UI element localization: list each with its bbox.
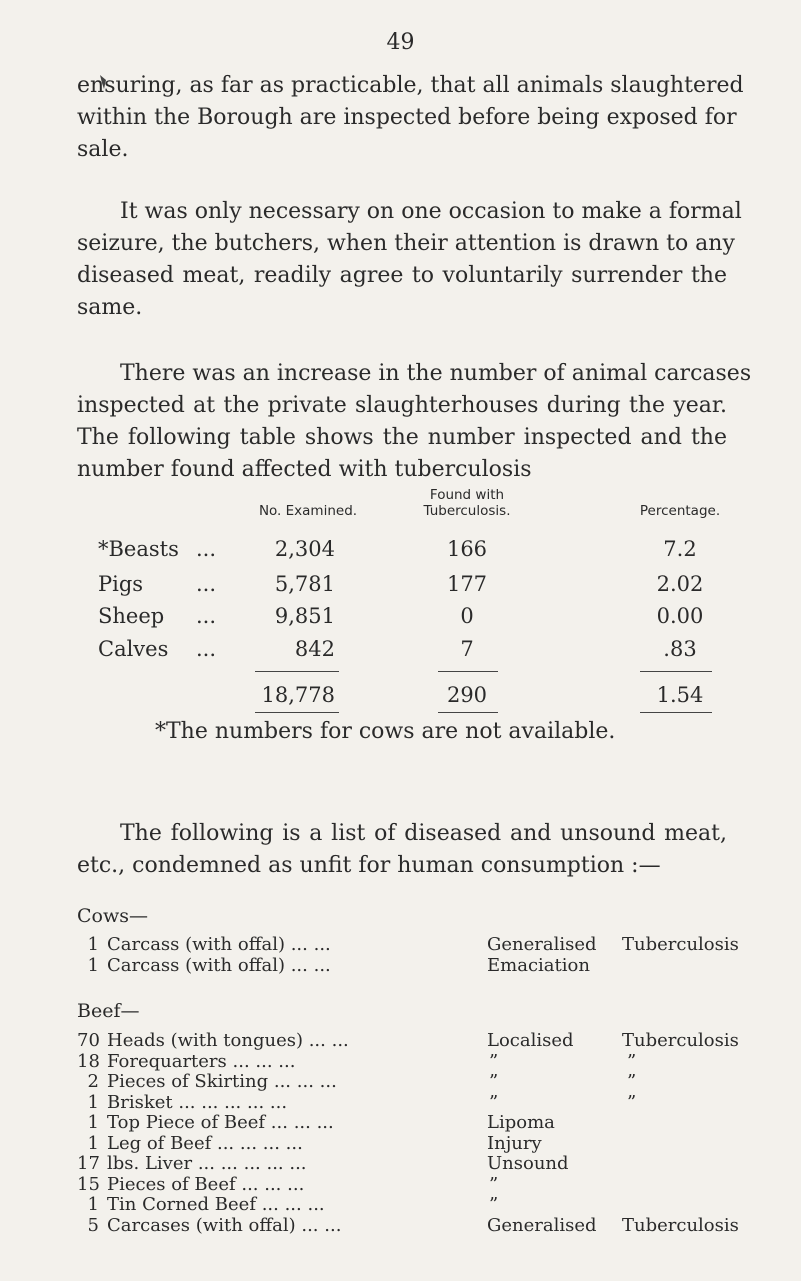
paragraph-2 [77,196,742,324]
item-quantity: 70 [77,1030,100,1051]
row-dots: ... [196,572,217,596]
row-examined: 5,781 [274,572,335,596]
row-examined: 842 [294,637,335,661]
item-reason: Emaciation [487,955,590,976]
total-found: 290 [446,683,488,707]
paragraph-4 [77,818,727,882]
paragraph-line: There was an increase in the number of animal carcases [120,361,752,386]
item-quantity: 18 [77,1051,100,1072]
paragraph-line: number found affected with tuberculosis [77,457,532,482]
paragraph-line: diseased meat, readily agree to voluntarily surrender the [77,263,727,288]
row-percentage: 7.2 [663,537,697,561]
item-description: Pieces of Beef ... ... ... [107,1174,305,1195]
row-found: 7 [460,637,474,661]
item-reason: Localised [487,1030,574,1051]
paragraph-line: sale. [77,137,129,162]
list-item [77,1092,717,1112]
item-description: Heads (with tongues) ... ... [107,1030,349,1051]
item-description: Top Piece of Beef ... ... ... [107,1112,334,1133]
total-rule-found [438,671,498,672]
item-reason: Generalised [487,1215,597,1236]
item-description: Forequarters ... ... ... [107,1051,296,1072]
paragraph-line: The following is a list of diseased and unsound meat, [120,821,727,846]
item-reason-2: Tuberculosis [622,934,739,955]
item-quantity: 1 [87,1133,99,1154]
item-quantity: 1 [87,955,99,976]
total-percentage: 1.54 [656,683,704,707]
item-description: Pieces of Skirting ... ... ... [107,1071,337,1092]
item-description: Carcass (with offal) ... ... [107,934,331,955]
row-percentage: .83 [663,637,697,661]
item-quantity: 1 [87,1194,99,1215]
list-item [77,1153,717,1173]
table-footnote: *The numbers for cows are not available. [155,719,616,744]
row-examined: 9,851 [274,604,335,628]
item-description: Brisket ... ... ... ... ... [107,1092,288,1113]
item-reason: Generalised [487,934,597,955]
item-description: Tin Corned Beef ... ... ... [107,1194,325,1215]
bottom-rule-found [438,712,498,713]
paragraph-line: inspected at the private slaughterhouses during the year. [77,393,727,418]
item-quantity: 17 [77,1153,100,1174]
row-animal: *Beasts [98,537,179,561]
row-examined: 2,304 [274,537,335,561]
item-reason: Unsound [487,1153,569,1174]
paragraph-line: etc., condemned as unfit for human consumption :— [77,853,661,878]
list-item [77,1133,717,1153]
total-rule-percentage [640,671,712,672]
item-quantity: 15 [77,1174,100,1195]
row-animal: Sheep [98,604,165,628]
list-item [77,955,717,975]
item-quantity: 1 [87,1112,99,1133]
list-item [77,1194,717,1214]
paragraph-1 [77,70,744,166]
ditto-mark: ” [489,1194,499,1215]
ditto-mark: ” [489,1174,499,1195]
bottom-rule-examined [255,712,339,713]
ditto-mark: ” [627,1092,637,1113]
header-examined: No. Examined. [258,503,358,519]
item-reason: Injury [487,1133,542,1154]
list-item [77,1112,717,1132]
list-item [77,1174,717,1194]
item-reason-2: Tuberculosis [622,1030,739,1051]
row-dots: ... [196,637,217,661]
paragraph-line: within the Borough are inspected before being exposed for [77,105,737,130]
row-percentage: 0.00 [656,604,704,628]
header-found-line1: Found with [429,487,505,503]
paragraph-line: ensuring, as far as practicable, that all animals slaughtered [77,73,744,98]
list-item [77,1215,739,1236]
row-animal: Pigs [98,572,144,596]
item-reason-2: Tuberculosis [622,1215,739,1236]
cows-heading: Cows— [77,905,148,927]
row-found: 0 [460,604,474,628]
row-found: 166 [446,537,488,561]
paragraph-line: seizure, the butchers, when their attention is drawn to any [77,231,735,256]
row-animal: Calves [98,637,169,661]
header-percentage: Percentage. [639,503,721,519]
paragraph-line: It was only necessary on one occasion to make a formal [120,199,742,224]
row-dots: ... [196,537,217,561]
paragraph-3 [77,358,752,486]
list-item [77,1030,739,1051]
item-quantity: 1 [87,1092,99,1113]
row-percentage: 2.02 [656,572,704,596]
list-item [77,1051,717,1071]
item-description: Carcases (with offal) ... ... [107,1215,342,1236]
total-examined: 18,778 [261,683,335,707]
ditto-mark: ” [627,1051,637,1072]
bottom-rule-percentage [640,712,712,713]
ditto-mark: ” [489,1071,499,1092]
item-reason: Lipoma [487,1112,555,1133]
item-quantity: 1 [87,934,99,955]
ditto-mark: ” [627,1071,637,1092]
item-quantity: 2 [87,1071,99,1092]
ditto-mark: ” [489,1092,499,1113]
header-found-line2: Tuberculosis. [423,503,511,519]
row-dots: ... [196,604,217,628]
beef-heading: Beef— [77,1000,140,1022]
item-description: lbs. Liver ... ... ... ... ... [107,1153,307,1174]
list-item [77,934,739,955]
page-number: 49 [386,30,415,55]
paragraph-line: The following table shows the number inspected and the [77,425,727,450]
item-description: Carcass (with offal) ... ... [107,955,331,976]
item-quantity: 5 [87,1215,99,1236]
total-rule-examined [255,671,339,672]
list-item [77,1071,717,1091]
row-found: 177 [446,572,488,596]
paragraph-line: same. [77,295,143,320]
ditto-mark: ” [489,1051,499,1072]
item-description: Leg of Beef ... ... ... ... [107,1133,303,1154]
